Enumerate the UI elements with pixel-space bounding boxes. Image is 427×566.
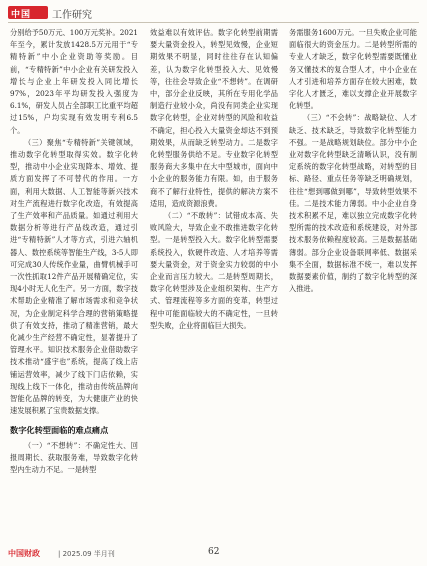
text-column-2 (150, 27, 278, 332)
section-label: 工作研究 (52, 10, 92, 21)
paragraph: 分别给予50万元、100万元奖补。2021年至今，累计发放1428.5万元用于“专精特新”中小企业资助等奖励。目前，“专精特新”中小企业有关研发投入增长与企业上年研发投入同比增长97%，2023年平均研发投入强度为6.1%，研发人员占全部职工比重平均超过15%，户均实现有效发明专利6.5个。 (10, 28, 138, 135)
paragraph: 效益难以有效评估。数字化转型前期需要大量资金投入，转型见效慢，企业短期效果不明显，同时往往存在认知偏差，认为数字化转型投入大、见效慢等，往往会导致企业“不想转”。在调研中，部分企业反映，其所在专用化学品制造行业较小众，尚没有同类企业实现数字化转型，企业对转型的风险和收益不确定，担心投入大量资金却达不到预期效果，从而缺乏转型动力。二是数字化转型服务供给不足。专业数字化转型服务商大多集中在大中型城市，面向中小企业的服务能力有限。如，由于服务商不了解行业特性，提供的解决方案不适用，造成资源浪费。 (150, 28, 278, 208)
header-rule (8, 22, 419, 23)
page-footer (0, 543, 427, 566)
footer-brand: 中国财政 (8, 549, 40, 558)
page-number: 62 (208, 547, 220, 557)
magazine-logo (8, 6, 48, 19)
footer-issue: | 2025.09 半月刊 (58, 550, 115, 558)
paragraph: （三）“不会转”：战略缺位、人才缺乏、技术缺乏，导致数字化转型能力不强。一是战略规划缺位。部分中小企业对数字化转型缺乏清晰认识，没有制定系统的数字化转型战略，对转型的目标、路径、重点任务等缺乏明确规划，往往“想到哪做到哪”，导致转型效果不佳。二是技术能力薄弱。中小企业自身技术积累不足，难以独立完成数字化转型所需的技术改造和系统建设，对外部技术服务依赖程度较高。三是数据基础薄弱。部分企业设备联网率低、数据采集不全面，数据标准不统一，难以发挥数据要素价值，制约了数字化转型的深入推进。 (289, 113, 417, 294)
paragraph: （一）“不想转”：不确定性大、回报周期长、获取服务难，导致数字化转型内生动力不足。一是转型 (10, 440, 138, 475)
logo-text: 中国 (11, 10, 32, 20)
paragraph: 务需服务1600万元。一旦失败企业可能面临很大的资金压力。二是转型所需的专业人才缺乏，数字化转型需要既懂业务又懂技术的复合型人才，中小企业在人才引进和培养方面存在较大困难，数字化人才匮乏，难以支撑企业开展数字化转型。 (289, 28, 417, 111)
text-column-1 (10, 27, 138, 476)
text-column-3 (289, 27, 417, 295)
paragraph: （二）“不敢转”：试错成本高、失败风险大，导致企业不敢推进数字化转型。一是转型投入大。数字化转型需要系统投入，软硬件改造、人才培养等需要大量资金，对于资金实力较弱的中小企业而言压力较大。二是转型周期长，数字化转型涉及企业组织架构、生产方式、管理流程等多方面的变革，转型过程中可能面临较大的不确定性，一旦转型失败，企业将面临巨大损失。 (150, 211, 278, 330)
section-heading: 数字化转型面临的难点痛点 (10, 424, 109, 435)
paragraph: （三）聚焦“专精特新”关键领域，推动数字化转型取得实效。数字化转型，推动中小企业实现降本、增效、提质方面发挥了不可替代的作用。一方面，利用大数据、人工智能等新兴技术对生产流程进行数字化改造，有效提高了生产效率和产品质量。如通过利用大数据分析等进行产品线改造，通过引进“专精特新”人才等方式，引进六轴机器人、数控系统等智能生产线，3-5人即可完成30人传统作业量，曲臂机械手可一次性抓取12件产品开展精确定位，实现4小时无人化生产。另一方面，数字技术帮助企业精准了解市场需求和竞争状况，为企业制定科学合理的营销策略提供了有效支持，推动了精准营销，最大化减少生产经营不确定性，显著提升了管理水平。知识技术服务企业借助数字技术推动“盛宇也”系统，提高了线上店铺运营效率，减少了线下门店依赖，实现线上线下一体化，推动由传统品牌向智能化品牌的转变，为大健康产业的快速发展积累了宝贵数据支撑。 (10, 137, 138, 416)
page-header (0, 0, 427, 22)
